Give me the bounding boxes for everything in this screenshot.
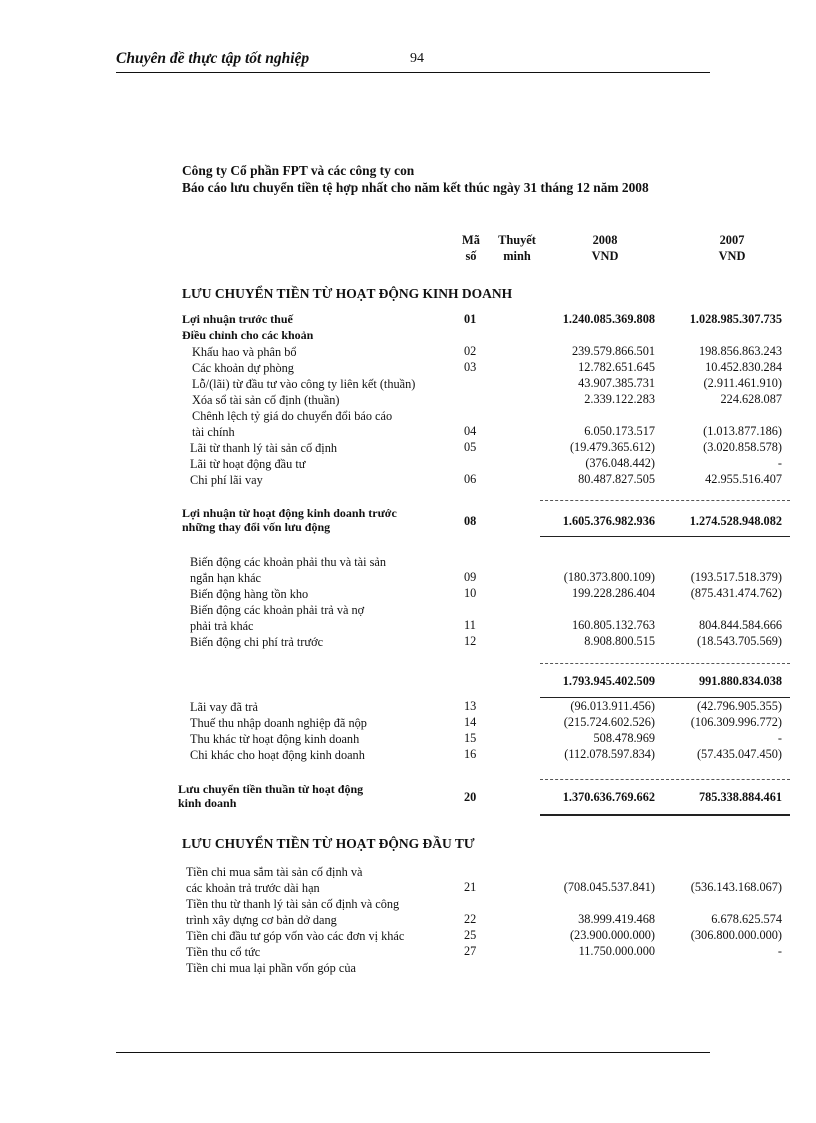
value-2008: (180.373.800.109) [563,570,655,584]
row-label: Khấu hao và phân bổ [192,345,297,359]
row-code: 22 [464,912,477,926]
value-2007: 1.028.985.307.735 [689,312,782,326]
value-2007: - [777,456,782,470]
value-2008: 38.999.419.468 [578,912,655,926]
row-label: Lưu chuyển tiền thuần từ hoạt động [178,782,364,796]
row-label: Tiền chi mua sắm tài sản cố định và [186,865,363,879]
row-label: các khoản trả trước dài hạn [186,881,320,895]
value-2008: 1.240.085.369.808 [562,312,655,326]
value-2007: - [777,944,782,958]
row-label: Biến động các khoản phải trả và nợ [190,603,365,617]
value-2007: (42.796.905.355) [696,699,782,713]
value-2007: 6.678.625.574 [711,912,782,926]
row-code: 13 [464,699,477,713]
company-name: Công ty Cổ phần FPT và các công ty con [182,163,415,178]
value-2007: (306.800.000.000) [690,928,782,942]
value-2007: (18.543.705.569) [696,634,782,648]
row-code: 04 [464,424,477,438]
value-2007: (1.013.877.186) [703,424,782,438]
value-2008: 80.487.827.505 [578,472,655,486]
row-code: 05 [464,440,477,454]
row-code: 21 [464,880,477,894]
value-2008: 199.228.286.404 [571,586,655,600]
row-label: Lãi từ hoạt động đầu tư [190,457,306,471]
row-code: 27 [464,944,477,958]
row-code: 06 [464,472,477,486]
rule-subtotal-08 [540,500,790,501]
row-label: Lợi nhuận từ hoạt động kinh doanh trước [182,506,397,520]
value-2007: 42.955.516.407 [705,472,782,486]
value-2008: 1.370.636.769.662 [562,790,655,804]
value-2007: 198.856.863.243 [698,344,782,358]
row-label: Lỗ/(lãi) từ đầu tư vào công ty liên kết (thuần) [192,377,416,391]
value-2007: 785.338.884.461 [698,790,782,804]
value-2007: (57.435.047.450) [696,747,782,761]
row-code: 02 [464,344,477,358]
value-2008: (19.479.365.612) [569,440,655,454]
col-note-header: Thuyết minh [498,233,536,263]
value-2008: (708.045.537.841) [563,880,655,894]
rule-subtotal-08-bottom [540,536,790,537]
value-2007: (3.020.858.578) [703,440,782,454]
row-label: Các khoản dự phòng [192,361,294,375]
row-code: 12 [464,634,477,648]
value-2008: (23.900.000.000) [569,928,655,942]
row-code: 25 [464,928,477,942]
value-2008: 12.782.651.645 [578,360,655,374]
row-label-continued: những thay đổi vốn lưu động [182,520,331,534]
row-label: trình xây dựng cơ bản dở dang [186,913,337,927]
row-label: Biến động chi phí trả trước [190,635,324,649]
row-code: 16 [464,747,477,761]
value-2008: 1.793.945.402.509 [562,674,655,688]
value-2008: (96.013.911.456) [570,699,655,713]
row-label-continued: kinh doanh [178,796,237,810]
value-2007: (193.517.518.379) [690,570,782,584]
value-2008: (215.724.602.526) [563,715,655,729]
value-2008: 6.050.173.517 [584,424,655,438]
row-label: tài chính [192,425,235,439]
report-title: Báo cáo lưu chuyển tiền tệ hợp nhất cho năm kết thúc ngày 31 tháng 12 năm 2008 [182,180,649,195]
row-label: Chi khác cho hoạt động kinh doanh [190,748,365,762]
row-label: Tiền thu cổ tức [186,945,261,959]
value-2007: 224.628.087 [720,392,782,406]
value-2007: 1.274.528.948.082 [689,514,782,528]
value-2007: 10.452.830.284 [705,360,782,374]
row-label: Thuế thu nhập doanh nghiệp đã nộp [190,716,367,730]
row-code: 14 [464,715,477,729]
row-label: Lợi nhuận trước thuế [182,312,293,326]
row-label: Chi phí lãi vay [190,473,263,487]
rule-subtotal-working [540,663,790,664]
rule-subtotal-20-bottom [540,814,790,816]
row-code: 03 [464,360,477,374]
row-code: 08 [464,514,477,528]
row-label: Lãi vay đã trả [190,700,258,714]
value-2007: (2.911.461.910) [703,376,782,390]
value-2007: (536.143.168.067) [690,880,782,894]
row-label: Biến động các khoản phải thu và tài sản [190,555,387,569]
row-label: Lãi từ thanh lý tài sản cố định [190,441,338,455]
section-operating-title: LƯU CHUYỂN TIỀN TỪ HOẠT ĐỘNG KINH DOANH [182,286,513,301]
section-investing-title: LƯU CHUYỂN TIỀN TỪ HOẠT ĐỘNG ĐẦU TƯ [182,836,475,851]
row-code: 09 [464,570,477,584]
row-code: 15 [464,731,477,745]
footer-line [116,1052,710,1053]
rule-subtotal-working-bottom [540,697,790,698]
row-label: phải trả khác [190,619,254,633]
value-2008: 8.908.800.515 [584,634,655,648]
row-label: Xóa sổ tài sản cố định (thuần) [192,393,340,407]
value-2008: 508.478.969 [593,731,655,745]
row-label: Điều chỉnh cho các khoản [182,328,314,342]
value-2007: - [777,731,782,745]
value-2007: (106.309.996.772) [690,715,782,729]
col-2007-header: 2007 VND [718,233,746,263]
row-label: Tiền chi đầu tư góp vốn vào các đơn vị khác [186,929,405,943]
col-2008-header: 2008 VND [591,233,619,263]
row-code: 11 [464,618,476,632]
truncated-row-fragment [540,972,790,978]
value-2008: (376.048.442) [585,456,655,470]
row-label: Biến động hàng tồn kho [190,587,309,601]
page-number: 94 [410,51,424,66]
value-2008: 160.805.132.763 [571,618,655,632]
rule-subtotal-20 [540,779,790,780]
value-2008: 1.605.376.982.936 [562,514,655,528]
page-header [116,48,710,73]
value-2008: 11.750.000.000 [578,944,655,958]
row-label: Thu khác từ hoạt động kinh doanh [190,732,360,746]
row-label: ngắn hạn khác [190,571,262,585]
row-code: 10 [464,586,477,600]
value-2008: 239.579.866.501 [571,344,655,358]
row-label: Chênh lệch tỷ giá do chuyển đổi báo cáo [192,409,393,423]
value-2008: 43.907.385.731 [578,376,655,390]
row-label: Tiền thu từ thanh lý tài sản cố định và công [186,897,400,911]
row-label: Tiền chi mua lại phần vốn góp của [186,961,356,975]
value-2008: 2.339.122.283 [584,392,655,406]
value-2007: 804.844.584.666 [698,618,782,632]
report-heading [182,162,649,196]
row-code: 20 [464,790,477,804]
col-code-header: Mã số [462,233,480,263]
row-code: 01 [464,312,477,326]
value-2007: 991.880.834.038 [698,674,782,688]
header-title: Chuyên đề thực tập tốt nghiệp [116,50,310,67]
value-2008: (112.078.597.834) [564,747,655,761]
value-2007: (875.431.474.762) [690,586,782,600]
